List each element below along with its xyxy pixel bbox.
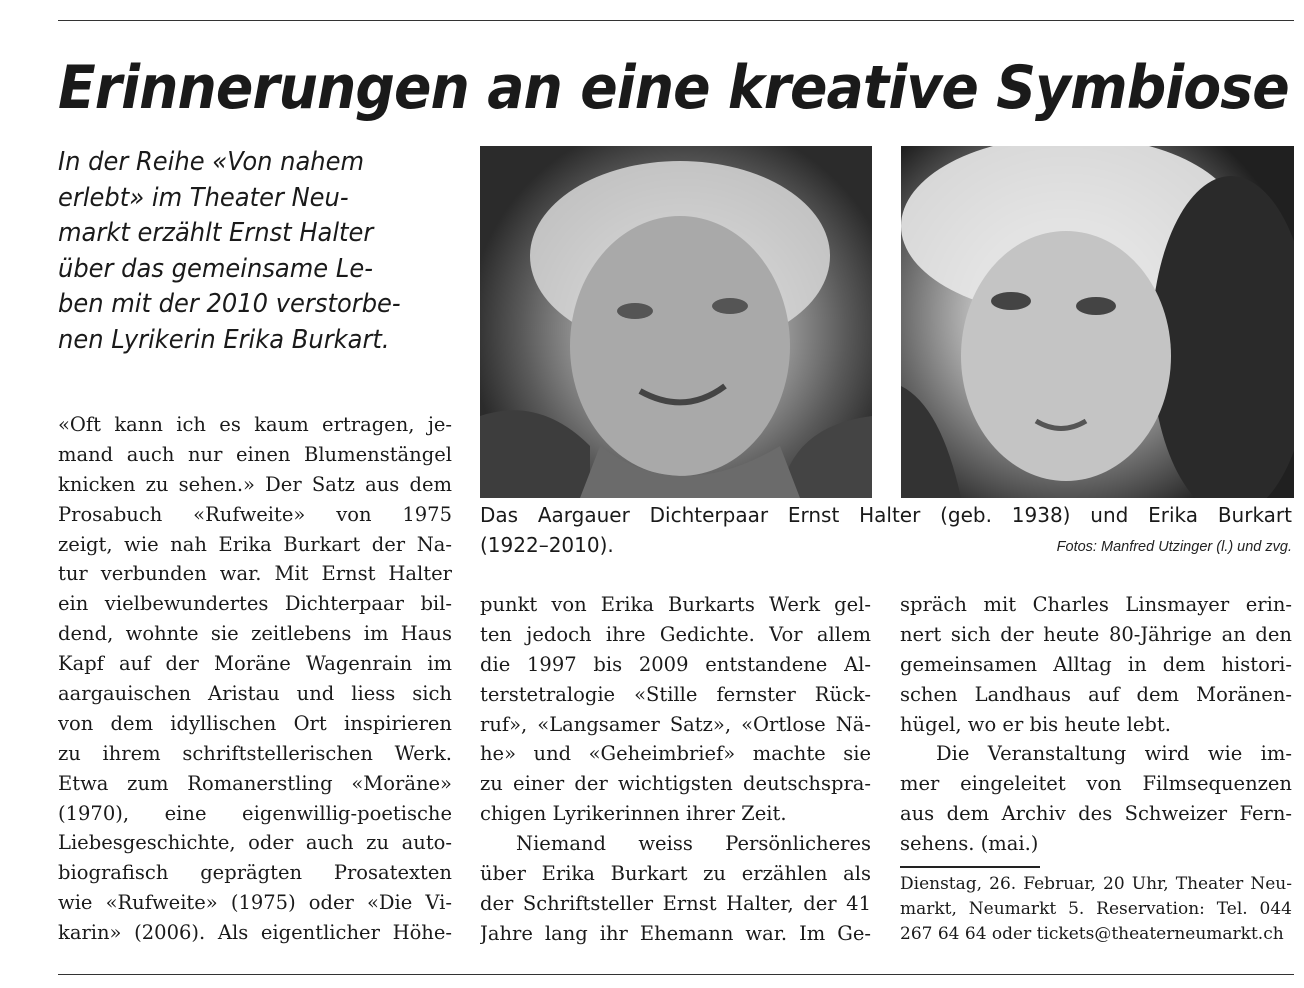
body-line: he» und «Geheimbrief» machte sie [480,742,871,766]
portrait-woman-image [901,146,1294,498]
bottom-rule [58,974,1294,975]
event-info-line: markt, Neumarkt 5. Reservation: Tel. 044 [900,899,1292,919]
body-line: schen Landhaus auf dem Moränen- [900,682,1292,706]
body-line: «Oft kann ich es kaum ertragen, je- [58,413,452,436]
body-line: von dem idyllischen Ort inspirieren [58,711,452,735]
body-line: tur verbunden war. Mit Ernst Halter [58,562,452,586]
top-rule [58,20,1294,21]
lead-line: erlebt» im Theater Neu- [58,182,349,213]
body-line: die 1997 bis 2009 entstandene Al- [480,652,871,676]
body-line: der Schriftsteller Ernst Halter, der 41 [480,891,871,915]
lead-line: über das gemeinsame Le- [58,253,373,284]
body-line: knicken zu sehen.» Der Satz aus dem [58,472,452,496]
body-line: über Erika Burkart zu erzählen als [480,862,871,886]
event-info-line: Dienstag, 26. Februar, 20 Uhr, Theater Neu- [900,874,1292,894]
body-line: biografisch geprägten Prosatexten [58,861,452,885]
body-line: gemeinsamen Alltag in dem histori- [900,652,1292,676]
body-column-2 [480,590,871,949]
body-line: Die Veranstaltung wird wie im- [936,742,1292,766]
lead-line: nen Lyrikerin Erika Burkart. [58,324,390,355]
body-line: karin» (2006). Als eigentlicher Höhe- [58,921,452,945]
body-line: hügel, wo er bis heute lebt. [900,712,1171,736]
event-info [900,872,1292,947]
body-line: zu einer der wichtigsten deutschspra- [480,772,871,796]
portrait-man-image [480,146,872,498]
body-line: terstetralogie «Stille fernster Rück- [480,682,871,706]
photo-credit: Fotos: Manfred Utzinger (l.) und zvg. [1056,539,1292,555]
body-line: ten jedoch ihre Gedichte. Vor allem [480,622,871,646]
body-line: zeigt, wie nah Erika Burkart der Na- [58,532,452,556]
body-line: Prosabuch «Rufweite» von 1975 [58,502,452,526]
event-info-line: 267 64 64 oder tickets@theaterneumarkt.ch [900,924,1284,944]
event-info-rule [900,866,1040,868]
body-line: dend, wohnte sie zeitlebens im Haus [58,622,452,646]
body-line: mand auch nur einen Blumenstängel [58,442,452,466]
body-line: Kapf auf der Moräne Wagenrain im [58,652,452,676]
body-line: Niemand weiss Persönlicheres [516,832,871,856]
body-line: Jahre lang ihr Ehemann war. Im Ge- [480,921,871,945]
body-line: Etwa zum Romanerstling «Moräne» [58,771,452,795]
body-line: spräch mit Charles Linsmayer erin- [900,593,1292,616]
body-line: (1970), eine eigenwillig-poetische [58,801,452,825]
body-column-3 [900,590,1292,859]
article-headline: Erinnerungen an eine kreative Symbiose [58,53,1289,123]
body-line: sehens. (mai.) [900,832,1039,856]
body-line: ein vielbewundertes Dichterpaar bil- [58,592,452,616]
caption-line: Das Aargauer Dichterpaar Ernst Halter (geb. 1938) und Erika Burkart [480,503,1292,527]
lead-line: In der Reihe «Von nahem [58,147,365,177]
article-lead [58,145,458,359]
body-line: ruf», «Langsamer Satz», «Ortlose Nä- [480,712,871,736]
body-column-1 [58,410,452,948]
body-line: zu ihrem schriftstellerischen Werk. [58,741,452,765]
body-line: aus dem Archiv des Schweizer Fern- [900,802,1292,826]
body-line: nert sich der heute 80-Jährige an den [900,622,1292,646]
lead-line: ben mit der 2010 verstorbe- [58,289,401,320]
photo-ernst-halter [480,146,872,498]
body-line: wie «Rufweite» (1975) oder «Die Vi- [58,891,452,915]
body-line: mer eingeleitet von Filmsequenzen [900,772,1292,796]
photo-erika-burkart [901,146,1294,498]
caption-line: (1922–2010). [480,533,614,557]
body-line: punkt von Erika Burkarts Werk gel- [480,593,871,616]
body-line: Liebesgeschichte, oder auch zu auto- [58,831,452,855]
lead-line: markt erzählt Ernst Halter [58,218,374,249]
body-line: chigen Lyrikerinnen ihrer Zeit. [480,802,787,826]
body-line: aargauischen Aristau und liess sich [58,682,452,706]
